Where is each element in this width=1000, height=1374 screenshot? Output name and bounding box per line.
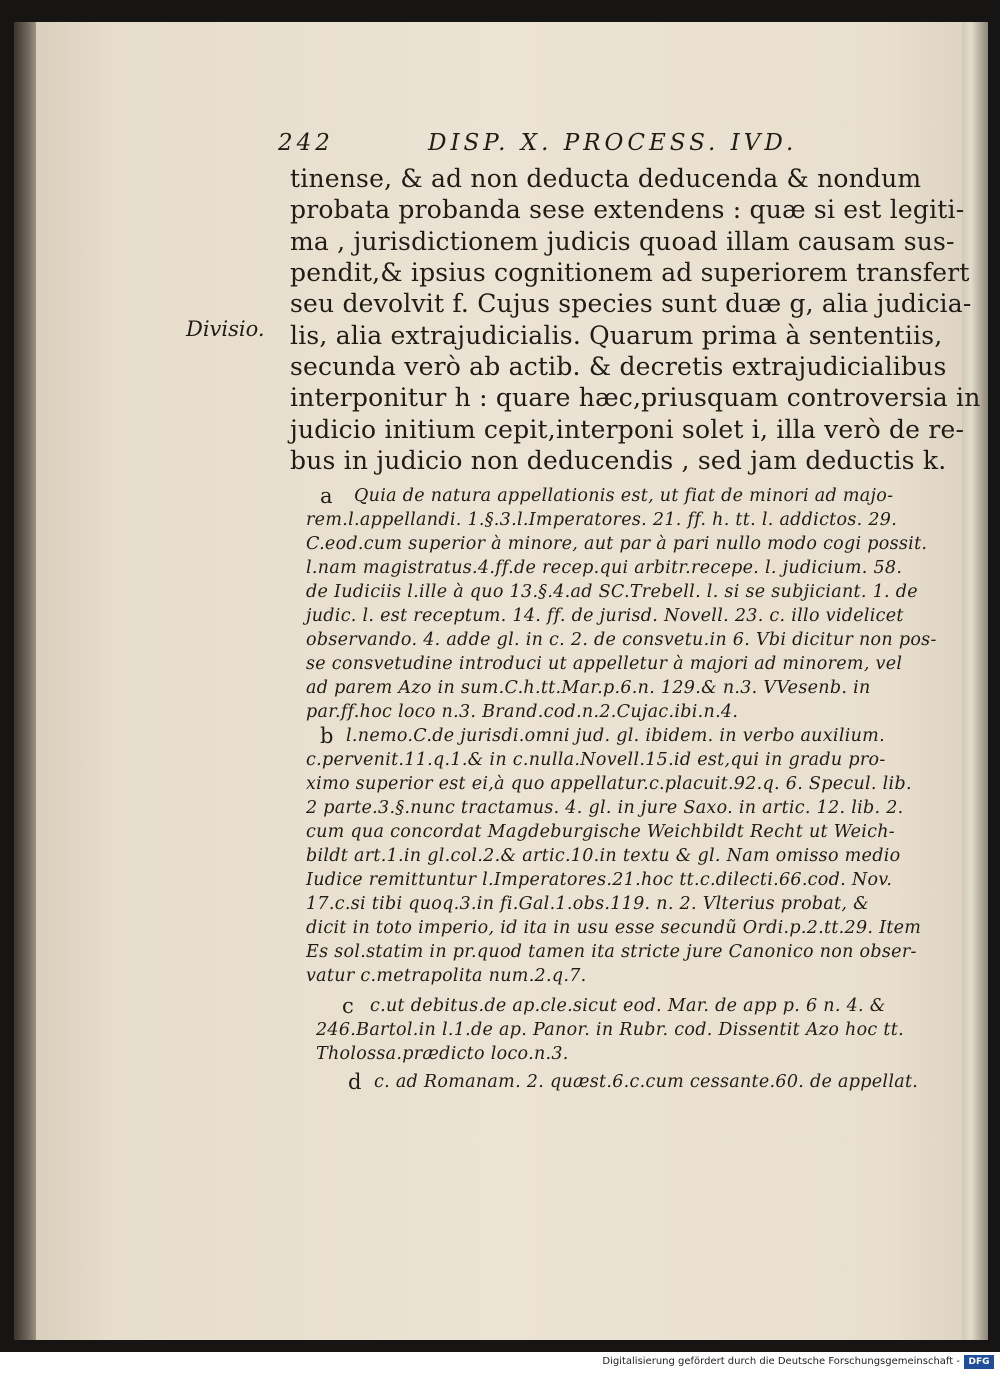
footnote-letter: a bbox=[320, 484, 333, 508]
dfg-logo: DFG bbox=[964, 1355, 994, 1369]
text-line: bus in judicio non deducendis , sed jam deductis k. bbox=[290, 446, 947, 475]
text-line: judicio initium cepit,interponi solet i, illa verò de re- bbox=[290, 415, 965, 444]
footnote-line: rem.l.appellandi. 1.§.3.l.Imperatores. 21. ff. h. tt. l. addictos. 29. bbox=[306, 510, 898, 530]
footer-bar bbox=[0, 1352, 1000, 1374]
footnote-letter: c bbox=[342, 994, 354, 1018]
footnote-line: l.nam magistratus.4.ff.de recep.qui arbitr.recepe. l. judicium. 58. bbox=[306, 558, 903, 578]
funding-notice: Digitalisierung gefördert durch die Deutsche Forschungsgemeinschaft - bbox=[602, 1356, 960, 1367]
footnote-line: l.nemo.C.de jurisdi.omni jud. gl. ibidem. in verbo auxilium. bbox=[346, 726, 885, 746]
text-line: secunda verò ab actib. & decretis extrajudicialibus bbox=[290, 352, 947, 381]
text-line: probata probanda sese extendens : quæ si est legiti- bbox=[290, 195, 965, 224]
footnote-line: judic. l. est receptum. 14. ff. de jurisd. Novell. 23. c. illo videlicet bbox=[306, 606, 904, 626]
running-title: DISP. X. PROCESS. IVD. bbox=[428, 130, 798, 156]
footnote-line: cum qua concordat Magdeburgische Weichbildt Recht ut Weich- bbox=[306, 822, 896, 842]
footnote-line: c. ad Romanam. 2. quæst.6.c.cum cessante.60. de appellat. bbox=[374, 1072, 919, 1092]
footnote-line: c.ut debitus.de ap.cle.sicut eod. Mar. de app p. 6 n. 4. & bbox=[370, 996, 886, 1016]
text-line: ma , jurisdictionem judicis quoad illam causam sus- bbox=[290, 227, 955, 256]
footnote-line: Iudice remittuntur l.Imperatores.21.hoc tt.c.dilecti.66.cod. Nov. bbox=[306, 870, 893, 890]
footnote-line: Es sol.statim in pr.quod tamen ita stricte jure Canonico non obser- bbox=[306, 942, 917, 962]
text-line: tinense, & ad non deducta deducenda & nondum bbox=[290, 164, 922, 193]
footnote-line: C.eod.cum superior à minore, aut par à pari nullo modo cogi possit. bbox=[306, 534, 928, 554]
text-line: interponitur h : quare hæc,priusquam controversia in bbox=[290, 383, 981, 412]
footnote-line: ximo superior est ei,à quo appellatur.c.placuit.92.q. 6. Specul. lib. bbox=[306, 774, 912, 794]
text-line: lis, alia extrajudicialis. Quarum prima à sententiis, bbox=[290, 321, 943, 350]
footnote-line: bildt art.1.in gl.col.2.& artic.10.in textu & gl. Nam omisso medio bbox=[306, 846, 901, 866]
footnote-line: 17.c.si tibi quoq.3.in fi.Gal.1.obs.119. n. 2. Vlterius probat, & bbox=[306, 894, 869, 914]
footnote-letter: d bbox=[348, 1070, 362, 1094]
footnote-letter: b bbox=[320, 724, 334, 748]
footnote-line: vatur c.metrapolita num.2.q.7. bbox=[306, 966, 587, 986]
page-number: 242 bbox=[278, 130, 334, 156]
footnote-line: de Iudiciis l.ille à quo 13.§.4.ad SC.Trebell. l. si se subjiciant. 1. de bbox=[306, 582, 918, 602]
footnote-line: c.pervenit.11.q.1.& in c.nulla.Novell.15.id est,qui in gradu pro- bbox=[306, 750, 886, 770]
footnote-line: Quia de natura appellationis est, ut fiat de minori ad majo- bbox=[354, 486, 894, 506]
running-header bbox=[278, 130, 818, 164]
footnote-line: se consvetudine introduci ut appelletur à majori ad minorem, vel bbox=[306, 654, 903, 674]
footnote-line: ad parem Azo in sum.C.h.tt.Mar.p.6.n. 129.& n.3. VVesenb. in bbox=[306, 678, 871, 698]
book-gutter-edge bbox=[14, 22, 36, 1340]
footnote-line: par.ff.hoc loco n.3. Brand.cod.n.2.Cujac.ibi.n.4. bbox=[306, 702, 739, 722]
footnote-line: dicit in toto imperio, id ita in usu esse secundũ Ordi.p.2.tt.29. Item bbox=[306, 918, 922, 938]
footnote-line: observando. 4. adde gl. in c. 2. de consvetu.in 6. Vbi dicitur non pos- bbox=[306, 630, 937, 650]
text-line: pendit,& ipsius cognitionem ad superiorem transfert bbox=[290, 258, 970, 287]
margin-note: Divisio. bbox=[186, 317, 265, 341]
footnote-line: 246.Bartol.in l.1.de ap. Panor. in Rubr. cod. Dissentit Azo hoc tt. bbox=[316, 1020, 904, 1040]
footnote-line: 2 parte.3.§.nunc tractamus. 4. gl. in jure Saxo. in artic. 12. lib. 2. bbox=[306, 798, 904, 818]
book-page bbox=[36, 22, 981, 1340]
text-line: seu devolvit f. Cujus species sunt duæ g, alia judicia- bbox=[290, 289, 972, 318]
footnote-line: Tholossa.prædicto loco.n.3. bbox=[316, 1044, 569, 1064]
